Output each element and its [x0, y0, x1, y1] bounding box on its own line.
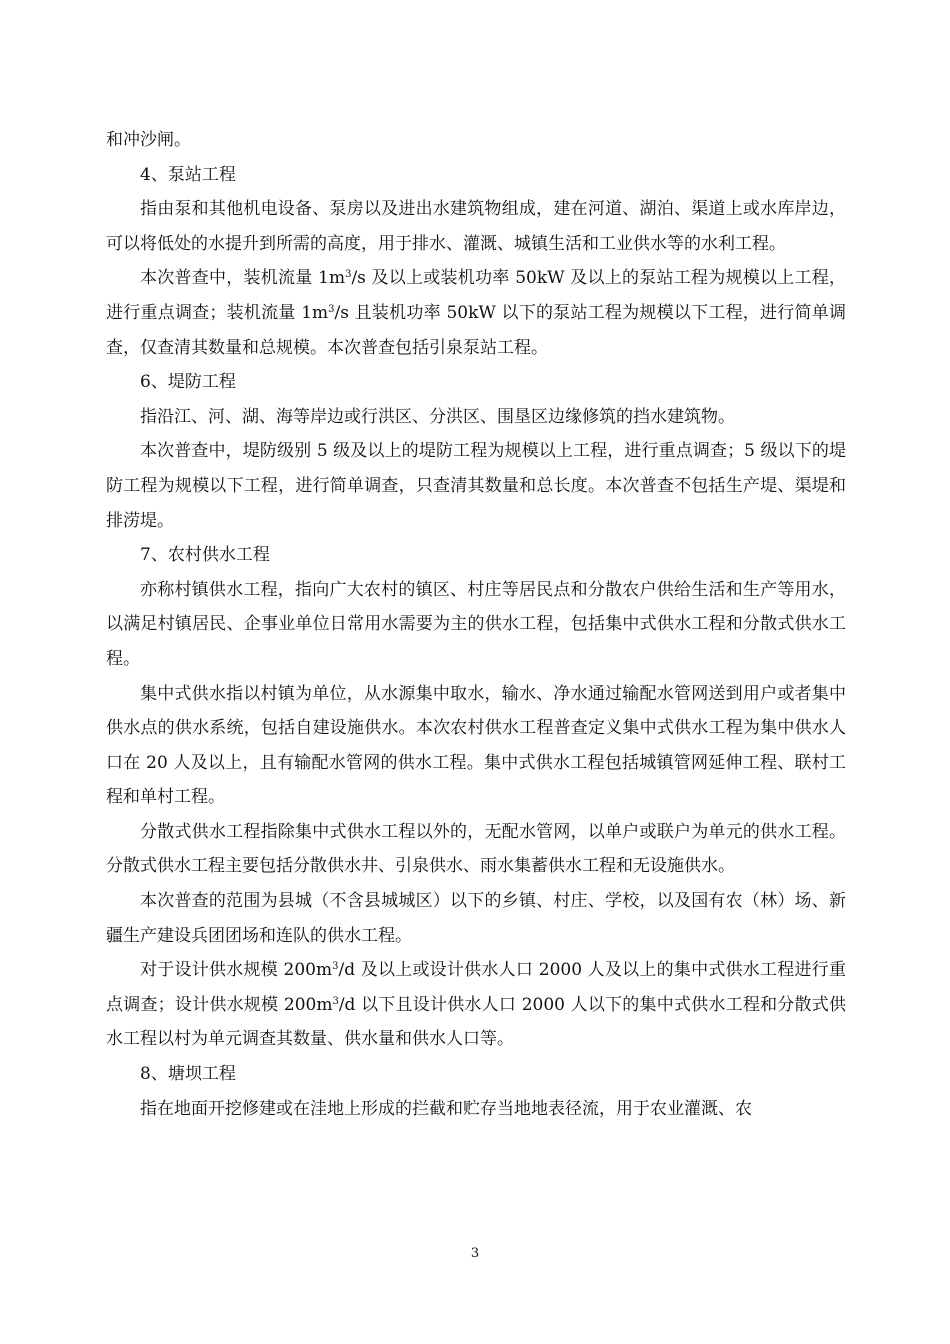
- paragraph: 指沿江、河、湖、海等岸边或行洪区、分洪区、围垦区边缘修筑的挡水建筑物。: [140, 406, 735, 427]
- paragraph: 分散式供水工程指除集中式供水工程以外的，无配水管网，以单户或联户为单元的供水工程。分散式供水工程主要包括分散供水井、引泉供水、雨水集蓄供水工程和无设施供水。: [106, 821, 846, 877]
- page-number: 3: [470, 1246, 480, 1261]
- paragraph: 4、泵站工程: [140, 164, 236, 185]
- paragraph: 指在地面开挖修建或在洼地上形成的拦截和贮存当地地表径流，用于农业灌溉、农: [140, 1098, 752, 1119]
- text-run: /s 且装机功率 50kW 以下的泵站工程为规模以下工程，进行简单调查，仅查清其数量和总规模。本次普查包括引泉泵站工程。: [106, 302, 846, 358]
- paragraph: 和冲沙闸。: [106, 130, 191, 150]
- text-run: 对于设计供水规模 200m: [140, 960, 333, 981]
- paragraph: [106, 953, 846, 1057]
- paragraph: 本次普查的范围为县城（不含县城城区）以下的乡镇、村庄、学校，以及国有农（林）场、新疆生产建设兵团团场和连队的供水工程。: [106, 891, 846, 946]
- paragraph: 8、塘坝工程: [140, 1064, 236, 1085]
- superscript: 3: [328, 303, 335, 315]
- document-body: [106, 123, 846, 1126]
- paragraph: 7、农村供水工程: [140, 545, 270, 566]
- superscript: 3: [332, 961, 339, 973]
- paragraph: 本次普查中，堤防级别 5 级及以上的堤防工程为规模以上工程，进行重点调查；5 级以下的堤防工程为规模以下工程，进行简单调查，只查清其数量和总长度。本次普查不包括生产堤、渠堤和排涝堤。: [106, 441, 846, 531]
- paragraph: 6、堤防工程: [140, 372, 236, 393]
- paragraph: [106, 261, 846, 365]
- paragraph: 集中式供水指以村镇为单位，从水源集中取水，输水、净水通过输配水管网送到用户或者集中供水点的供水系统，包括自建设施供水。本次农村供水工程普查定义集中式供水工程为集中供水人口在 20 人及以上，且有输配水管网的供水工程。集中式供水工程包括城镇管网延伸工程、联村工程和单村工程。: [106, 683, 846, 808]
- paragraph: 亦称村镇供水工程，指向广大农村的镇区、村庄等居民点和分散农户供给生活和生产等用水，以满足村镇居民、企事业单位日常用水需要为主的供水工程，包括集中式供水工程和分散式供水工程。: [106, 579, 846, 669]
- superscript: 3: [332, 995, 339, 1007]
- text-run: /s 及以上或装机功率 50kW 及以上的泵站工程为规模以上工程，进行重点调查；装机流量 1m: [106, 268, 846, 323]
- superscript: 3: [345, 269, 352, 281]
- text-run: /d 及以上或设计供水人口 2000 人及以上的集中式供水工程进行重点调查；设计供水规模 200m: [106, 960, 846, 1015]
- text-run: 本次普查中，装机流量 1m: [140, 268, 346, 289]
- paragraph: 指由泵和其他机电设备、泵房以及进出水建筑物组成，建在河道、湖泊、渠道上或水库岸边，可以将低处的水提升到所需的高度，用于排水、灌溉、城镇生活和工业供水等的水利工程。: [106, 199, 846, 254]
- text-run: /d 以下且设计供水人口 2000 人以下的集中式供水工程和分散式供水工程以村为单元调查其数量、供水量和供水人口等。: [106, 994, 846, 1050]
